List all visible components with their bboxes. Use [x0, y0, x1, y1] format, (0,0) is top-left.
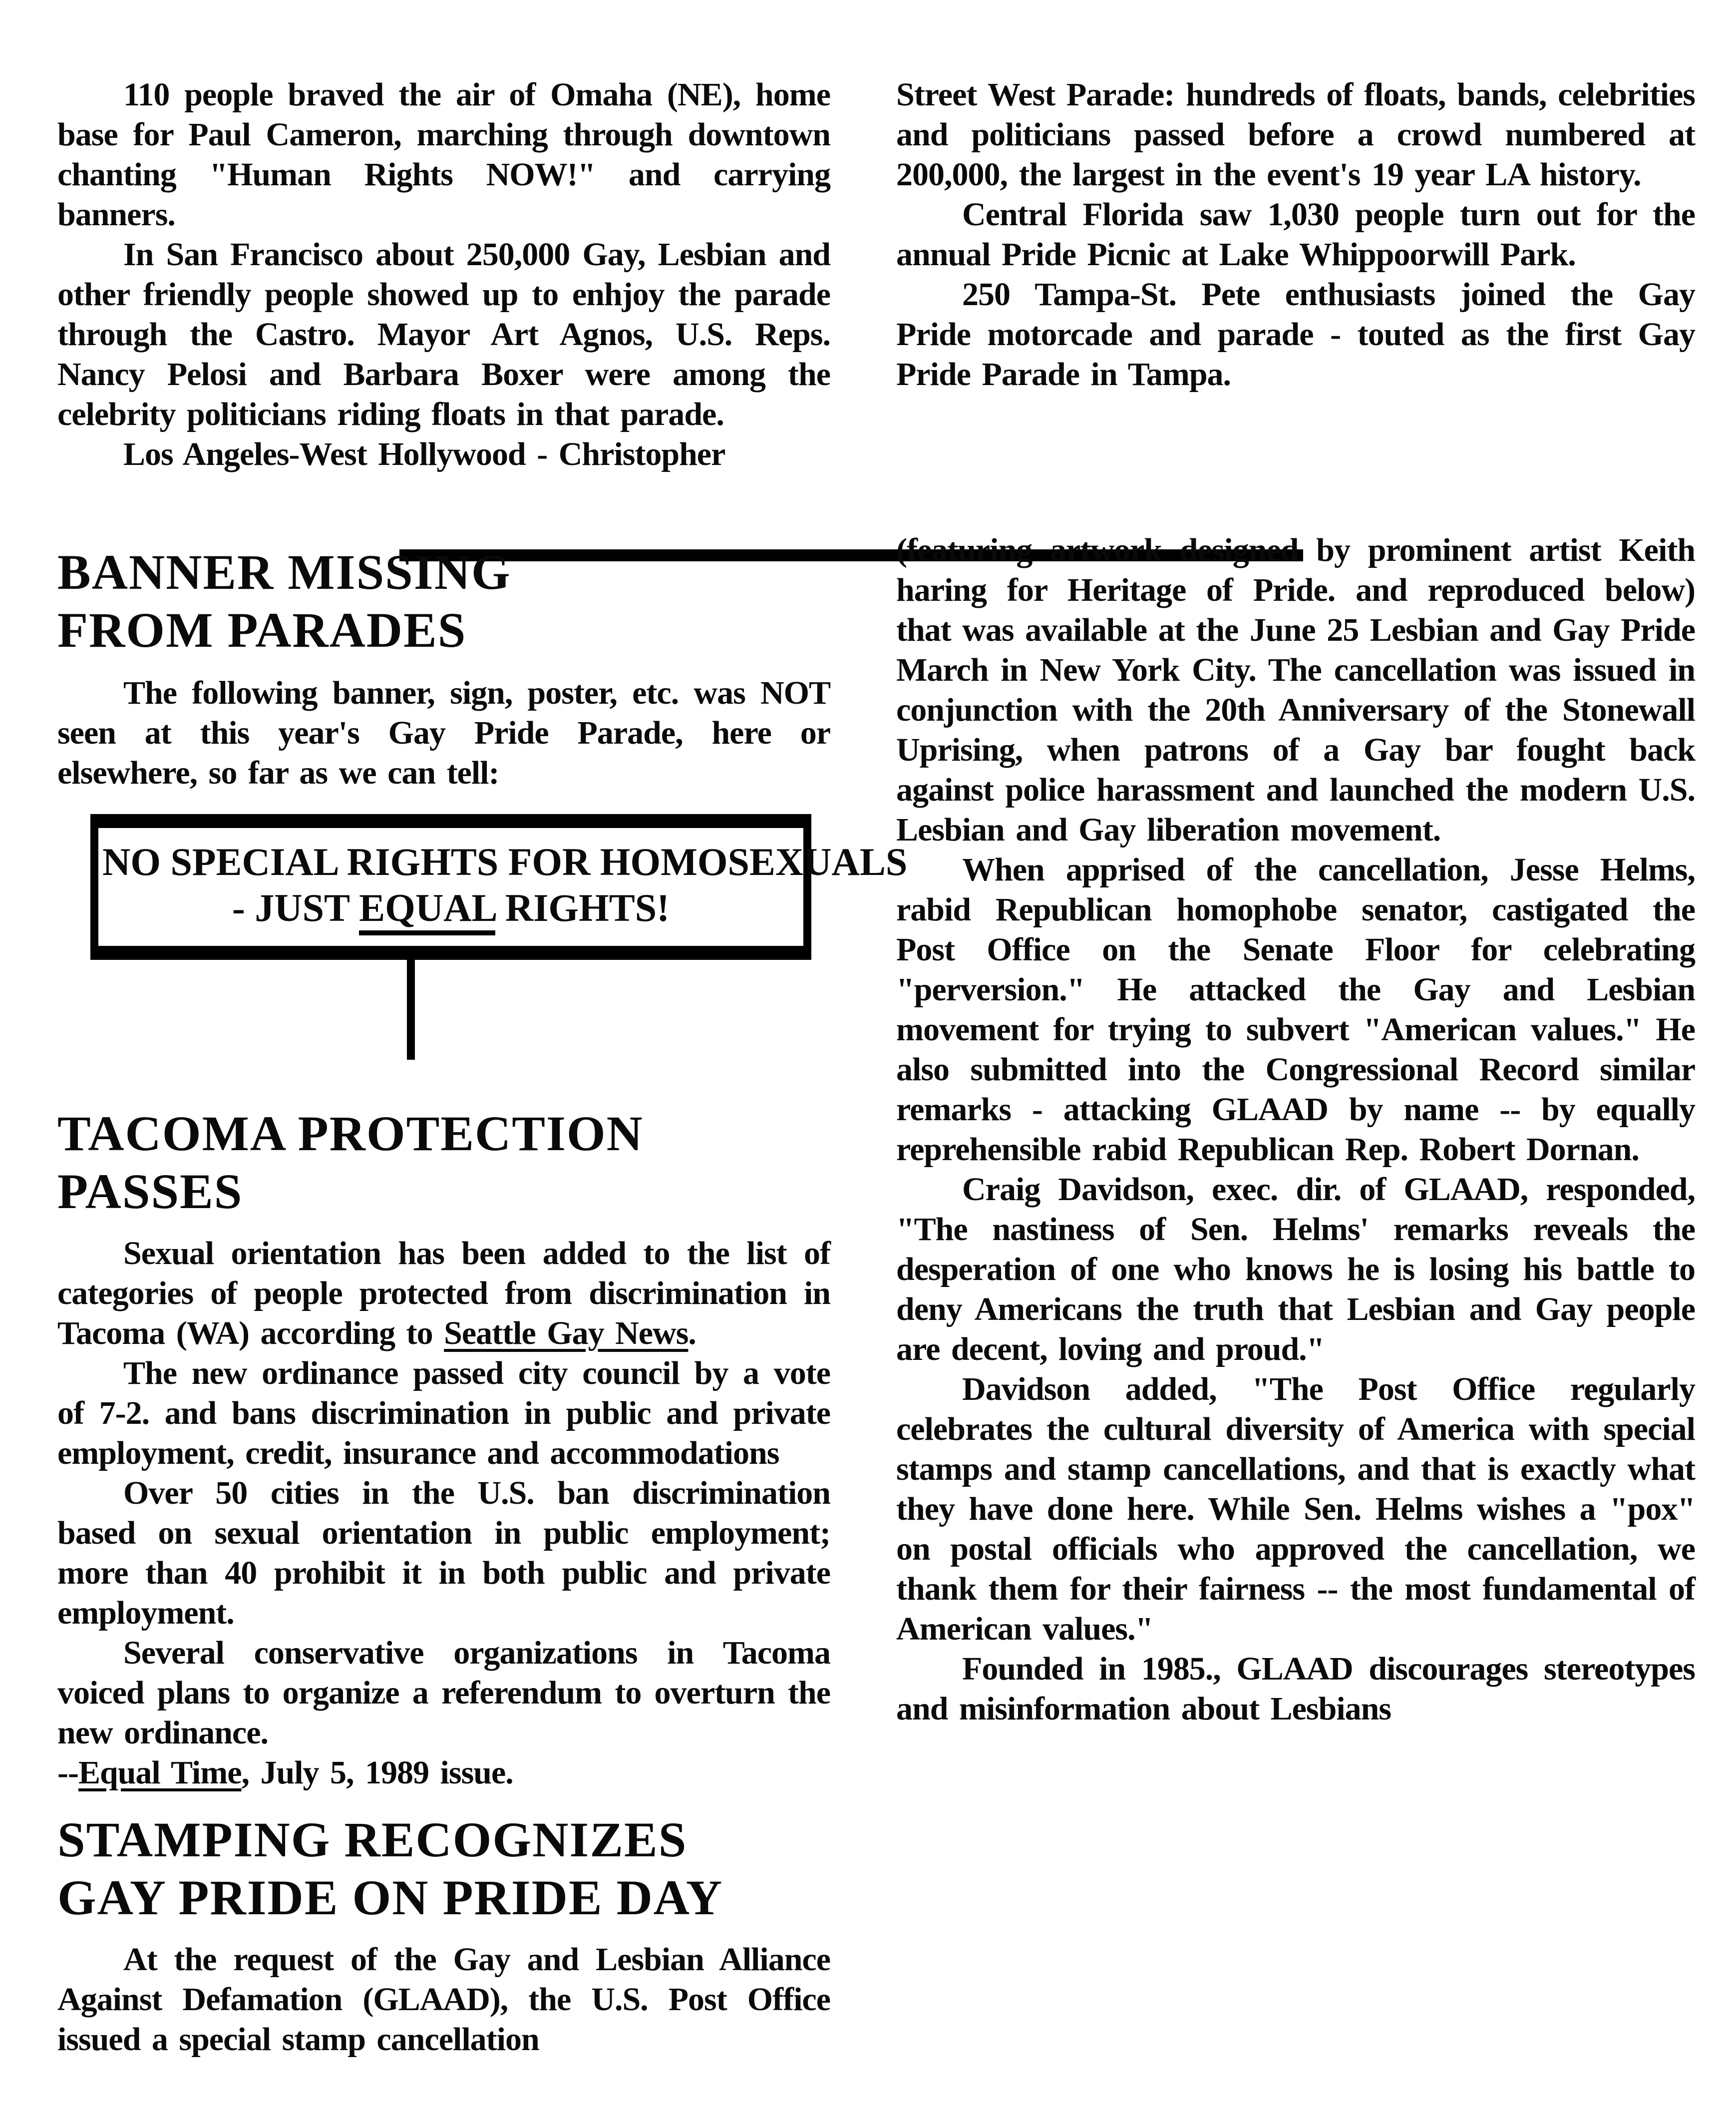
protest-sign: [57, 814, 908, 1060]
attribution-equal-time: [57, 1753, 830, 1793]
paragraph-stamp-artwork-stonewall: (featuring artwork designed by prominent artist Keith haring for Heritage of Pride. and reproduced below) that was available at the June 25 Lesbian and Gay Pride March in New York City. The cancellation was issued in conjunction with the 20th Anniversary of the Stonewall Uprising, when patrons of a Gay bar fought back against police harassment and launched the modern U.S. Lesbian and Gay liberation movement.: [896, 532, 1695, 848]
equal-time-citation: Equal Time: [78, 1754, 242, 1791]
paragraph-tacoma-50-cities: Over 50 cities in the U.S. ban discrimination based on sexual orientation in public employment; more than 40 prohibit it in both public and private employment.: [57, 1475, 830, 1631]
protest-sign-line1: NO SPECIAL RIGHTS FOR HOMOSEXUALS: [102, 840, 908, 883]
protest-sign-line2-pre: - JUST: [232, 886, 359, 929]
paragraph-glaad-request: At the request of the Gay and Lesbian Alliance Against Defamation (GLAAD), the U.S. Post Office issued a special stamp cancellation: [57, 1941, 830, 2058]
paragraph-tacoma-ordinance: [57, 1234, 830, 1353]
headline-stamping-line1: STAMPING RECOGNIZES: [57, 1812, 688, 1867]
paragraph-davidson-added: Davidson added, "The Post Office regularly celebrates the cultural diversity of America with special stamps and stamp cancellations, and that is exactly what they have done here. While Sen. Helms wishes a "pox" on postal officials who approved the cancellation, we thank them for their fairness -- the most fundamental of American values.": [896, 1371, 1695, 1647]
headline-banner-missing: [57, 543, 830, 659]
paragraph-tacoma-referendum: Several conservative organizations in Tacoma voiced plans to organize a referendum to overturn the new ordinance.: [57, 1635, 830, 1751]
paragraph-glaad-founded: Founded in 1985., GLAAD discourages stereotypes and misinformation about Lesbians: [896, 1651, 1695, 1727]
left-column: [57, 75, 908, 2060]
headline-stamping-recognizes: [57, 1811, 830, 1927]
attribution-dashes: --: [57, 1754, 78, 1791]
paragraph-christopher-street-west: Street West Parade: hundreds of floats, bands, celebrities and politicians passed before a crowd numbered at 200,000, the largest in the event's 19 year LA history.: [896, 76, 1695, 193]
tacoma-paragraph-period: .: [688, 1315, 696, 1351]
paragraph-tampa-motorcade: 250 Tampa-St. Pete enthusiasts joined the Gay Pride motorcade and parade - touted as the first Gay Pride Parade in Tampa.: [896, 276, 1695, 393]
paragraph-la-west-hollywood-lead: Los Angeles-West Hollywood - Christopher: [123, 436, 725, 472]
protest-sign-board: [90, 814, 908, 960]
protest-sign-line2: [102, 885, 799, 931]
protest-sign-line2-post: RIGHTS!: [495, 886, 670, 929]
paragraph-central-florida-picnic: Central Florida saw 1,030 people turn out for the annual Pride Picnic at Lake Whippoorwill Park.: [896, 196, 1695, 273]
paragraph-tacoma-vote: The new ordinance passed city council by a vote of 7-2. and bans discrimination in public and private employment, credit, insurance and accommodations: [57, 1355, 830, 1471]
right-column: [896, 75, 1695, 1729]
protest-sign-stick: [407, 960, 415, 1060]
paragraph-craig-davidson-response: Craig Davidson, exec. dir. of GLAAD, responded, "The nastiness of Sen. Helms' remarks reveals the desperation of one who knows he is losing his battle to deny Americans the truth that Lesbian and Gay people are decent, loving and proud.": [896, 1171, 1695, 1367]
seattle-gay-news-citation: Seattle Gay News: [444, 1315, 689, 1351]
paragraph-banner-intro: The following banner, sign, poster, etc. was NOT seen at this year's Gay Pride Parade, here or elsewhere, so far as we can tell:: [57, 675, 830, 791]
headline-stamping-line2: GAY PRIDE ON PRIDE DAY: [57, 1870, 723, 1925]
paragraph-omaha-march: 110 people braved the air of Omaha (NE), home base for Paul Cameron, marching through downtown chanting "Human Rights NOW!" and carrying banners.: [57, 76, 830, 233]
headline-banner-missing-line2: FROM PARADES: [57, 602, 467, 658]
protest-sign-equal-underlined: EQUAL: [359, 886, 495, 935]
attribution-date: , July 5, 1989 issue.: [241, 1754, 513, 1791]
headline-tacoma-protection: TACOMA PROTECTION PASSES: [57, 1106, 644, 1219]
headline-banner-missing-line1: BANNER MISSING: [57, 544, 511, 600]
tacoma-paragraph-text: Sexual orientation has been added to the list of categories of people protected from discrimination in Tacoma (WA) according to: [57, 1235, 830, 1351]
paragraph-san-francisco-parade: In San Francisco about 250,000 Gay, Lesbian and other friendly people showed up to enhjoy the parade through the Castro. Mayor Art Agnos, U.S. Reps. Nancy Pelosi and Barbara Boxer were among the celebrity politicians riding floats in that parade.: [57, 236, 830, 432]
paragraph-jesse-helms-attack: When apprised of the cancellation, Jesse Helms, rabid Republican homophobe senator, castigated the Post Office on the Senate Floor for celebrating "perversion." He attacked the Gay and Lesbian movement for trying to subvert "American values." He also submitted into the Congressional Record similar remarks - attacking GLAAD by name -- by equally reprehensible rabid Republican Rep. Robert Dornan.: [896, 851, 1695, 1168]
